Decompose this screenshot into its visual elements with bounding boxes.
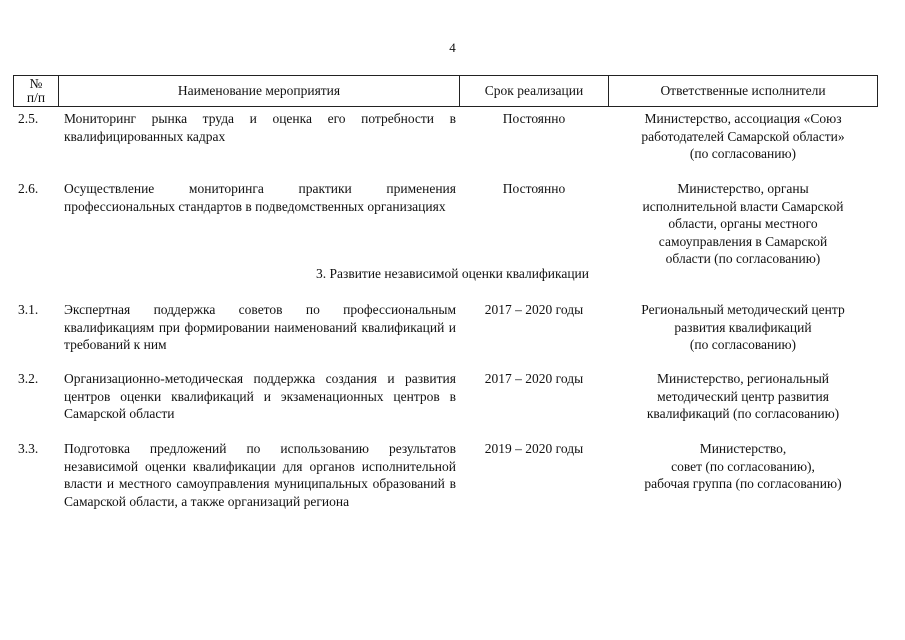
- responsible-line: самоуправления в Самарской: [658, 233, 828, 249]
- responsible-line: Региональный методический центр: [641, 302, 845, 317]
- row-term: Постоянно: [502, 181, 566, 196]
- header-name-cell: Наименование мероприятия: [58, 75, 460, 107]
- row-activity-name: Мониторинг рынка труда и оценка его потребности в квалифицированных кадрах: [64, 111, 456, 144]
- row-number: 3.1.: [18, 302, 39, 317]
- responsible-line: совет (по согласованию),: [671, 458, 815, 474]
- row-number: 2.6.: [18, 181, 39, 196]
- responsible-line: области, органы местного: [668, 216, 818, 231]
- row-number: 2.5.: [18, 111, 39, 126]
- row-term: 2017 – 2020 годы: [484, 302, 584, 317]
- responsible-line: развития квалификаций: [674, 319, 812, 335]
- page-number: 4: [449, 40, 456, 55]
- header-responsible-cell: Ответственные исполнители: [608, 75, 878, 107]
- header-number-sign: №: [29, 76, 43, 91]
- responsible-line: Министерство, ассоциация «Союз: [644, 111, 842, 126]
- responsible-line: области (по согласованию): [665, 251, 821, 266]
- header-number-cell: [13, 75, 59, 107]
- responsible-line: Министерство, органы: [677, 181, 809, 196]
- row-activity-name: Осуществление мониторинга практики применения профессиональных стандартов в подведомственных организациях: [64, 181, 456, 214]
- header-number-abbrev: п/п: [26, 90, 46, 105]
- header-term-cell: Срок реализации: [459, 75, 609, 107]
- responsible-line: работодателей Самарской области»: [641, 128, 845, 144]
- row-term: 2017 – 2020 годы: [484, 371, 584, 386]
- row-term: 2019 – 2020 годы: [484, 441, 584, 456]
- row-responsible: [612, 180, 874, 268]
- responsible-line: Министерство,: [699, 441, 787, 456]
- row-number: 3.3.: [18, 441, 39, 456]
- row-activity-name: Экспертная поддержка советов по профессиональным квалификациям при формировании наименований квалификаций и требований к ним: [64, 302, 456, 352]
- responsible-line: рабочая группа (по согласованию): [644, 476, 842, 491]
- row-activity-name: Подготовка предложений по использованию результатов независимой оценки квалификации для органов исполнительной власти и местного самоуправления муниципальных образований в Самарской области, а также организаций региона: [64, 441, 456, 509]
- row-responsible: [612, 301, 874, 354]
- row-activity-name: Организационно-методическая поддержка создания и развития центров оценки квалификаций и экзаменационных центров в Самарской области: [64, 371, 456, 421]
- responsible-line: методический центр развития: [657, 388, 829, 404]
- row-responsible: [612, 440, 874, 493]
- row-responsible: [612, 110, 874, 163]
- row-responsible: [612, 370, 874, 423]
- responsible-line: Министерство, региональный: [657, 371, 829, 386]
- responsible-line: квалификаций (по согласованию): [646, 406, 840, 421]
- responsible-line: (по согласованию): [689, 146, 797, 161]
- responsible-line: исполнительной власти Самарской: [642, 198, 844, 214]
- row-term: Постоянно: [502, 111, 566, 126]
- responsible-line: (по согласованию): [689, 337, 797, 352]
- row-number: 3.2.: [18, 371, 39, 386]
- section-title: 3. Развитие независимой оценки квалификации: [315, 266, 589, 281]
